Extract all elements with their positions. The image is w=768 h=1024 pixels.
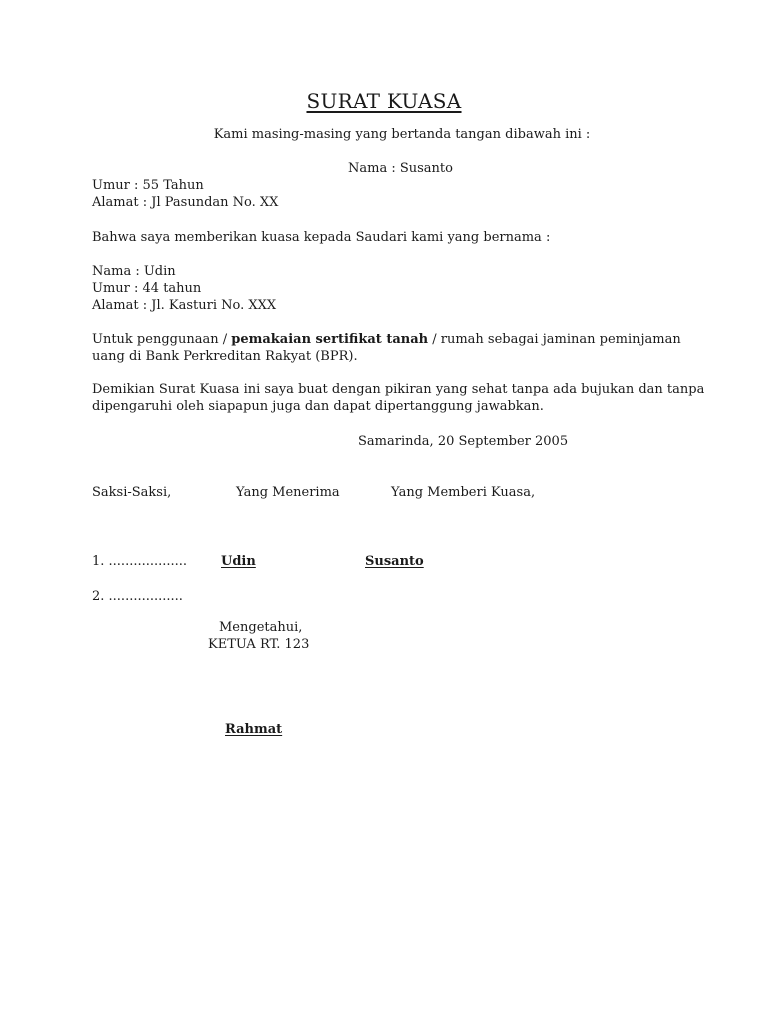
statement-text: Bahwa saya memberikan kuasa kepada Saudari kami yang bernama : [92, 230, 551, 245]
receiver-label: Yang Menerima [236, 485, 340, 500]
acknowledge-role: KETUA RT. 123 [208, 637, 310, 652]
acknowledge-signature-name: Rahmat [225, 722, 283, 737]
giver-address: Alamat : Jl Pasundan No. XX [92, 195, 279, 210]
purpose-line-2: uang di Bank Perkreditan Rakyat (BPR). [92, 349, 358, 364]
receiver-name-line: Nama : Udin [92, 264, 176, 279]
receiver-age: Umur : 44 tahun [92, 281, 202, 296]
acknowledge-label: Mengetahui, [219, 620, 303, 635]
document-title: SURAT KUASA [306, 89, 462, 113]
purpose-line-1 [92, 331, 681, 348]
closing-line-1: Demikian Surat Kuasa ini saya buat dengan pikiran yang sehat tanpa ada bujukan dan tanpa [92, 382, 705, 397]
giver-name: Nama : Susanto [348, 161, 453, 176]
closing-line-2: dipengaruhi oleh siapapun juga dan dapat dipertanggung jawabkan. [92, 399, 544, 414]
receiver-address: Alamat : Jl. Kasturi No. XXX [92, 298, 277, 313]
witnesses-label: Saksi-Saksi, [92, 485, 172, 500]
giver-label: Yang Memberi Kuasa, [391, 485, 536, 500]
purpose-bold: pemakaian sertifikat tanah [231, 332, 429, 347]
purpose-post: / rumah sebagai jaminan peminjaman [428, 332, 681, 347]
place-date: Samarinda, 20 September 2005 [358, 434, 569, 449]
giver-age: Umur : 55 Tahun [92, 178, 204, 193]
purpose-pre: Untuk penggunaan / [92, 332, 232, 347]
receiver-signature-name: Udin [221, 554, 256, 569]
witness-1: 1. ................... [92, 554, 188, 569]
giver-signature-name: Susanto [365, 554, 424, 569]
witness-2: 2. .................. [92, 589, 183, 604]
intro-text: Kami masing-masing yang bertanda tangan dibawah ini : [213, 127, 591, 142]
